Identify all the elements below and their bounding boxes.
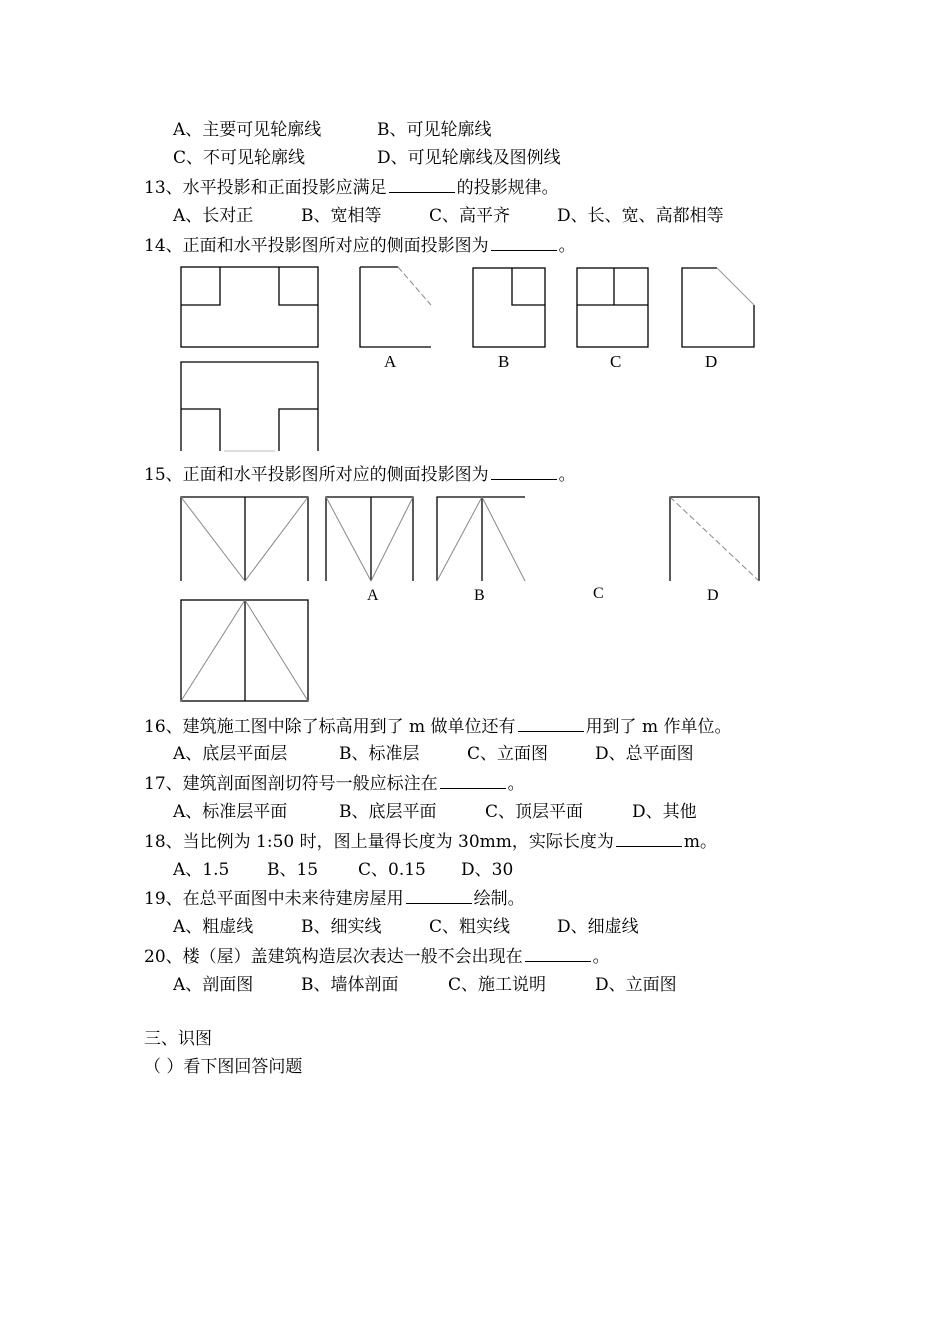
q17-option-a: A、标准层平面	[173, 802, 288, 822]
q18-option-a: A、1.5	[173, 860, 230, 880]
q16-option-b: B、标准层	[339, 744, 420, 764]
q19-options	[173, 916, 639, 938]
q19-stem	[144, 887, 525, 910]
q20-stem-text: 20、楼（屋）盖建筑构造层次表达一般不会出现在	[144, 947, 523, 967]
q15-stem-text: 15、正面和水平投影图所对应的侧面投影图为	[144, 465, 489, 485]
q19-option-a: A、粗虚线	[173, 917, 254, 937]
section3-subheading: （ ）看下图回答问题	[144, 1057, 303, 1077]
q14-label-c: C	[610, 352, 622, 371]
q13-option-d: D、长、宽、高都相等	[557, 206, 724, 226]
q14-option-b-figure[interactable]	[473, 268, 545, 347]
q19-option-c: C、粗实线	[429, 917, 511, 937]
q20-option-d: D、立面图	[595, 975, 677, 995]
q19-answer-blank[interactable]	[406, 887, 472, 904]
q20-stem	[144, 945, 610, 968]
q12-option-c: C、不可见轮廓线	[173, 148, 306, 168]
q19-stem-end: 绘制。	[473, 889, 525, 909]
q15-answer-blank[interactable]	[491, 463, 557, 480]
q16-option-a: A、底层平面层	[173, 744, 288, 764]
q17-option-d: D、其他	[632, 802, 697, 822]
q14-option-c-figure[interactable]	[577, 268, 648, 347]
q15-label-d: D	[707, 587, 719, 604]
q17-options	[173, 801, 697, 823]
q15-top-view	[181, 600, 308, 701]
q18-stem-text: 18、当比例为 1:50 时，图上量得长度为 30mm，实际长度为	[144, 832, 614, 852]
q14-option-d-figure[interactable]	[682, 268, 754, 347]
q16-option-c: C、立面图	[467, 744, 549, 764]
q13-option-a: A、长对正	[173, 206, 254, 226]
q17-stem-text: 17、建筑剖面图剖切符号一般应标注在	[144, 774, 438, 794]
q18-option-d: D、30	[461, 860, 514, 880]
q12-option-a: A、主要可见轮廓线	[173, 120, 322, 140]
q15-option-a-figure[interactable]	[326, 497, 413, 581]
q20-option-a: A、剖面图	[173, 975, 254, 995]
q14-label-a: A	[384, 352, 397, 371]
q18-stem	[144, 830, 717, 853]
q13-option-c: C、高平齐	[429, 206, 511, 226]
q18-option-c: C、0.15	[358, 860, 426, 880]
q15-option-b-figure[interactable]	[437, 497, 525, 581]
q13-stem-end: 的投影规律。	[456, 178, 559, 198]
q12-option-d: D、可见轮廓线及图例线	[377, 148, 561, 168]
q14-top-view	[181, 362, 318, 451]
q18-stem-end: m。	[683, 832, 718, 852]
q16-stem-text: 16、建筑施工图中除了标高用到了 m 做单位还有	[144, 717, 516, 737]
q16-stem	[144, 715, 732, 738]
q17-stem	[144, 772, 525, 795]
q15-label-a: A	[367, 587, 379, 604]
section3-heading: 三、识图	[144, 1029, 212, 1049]
q15-front-view	[181, 497, 308, 581]
q20-option-c: C、施工说明	[448, 975, 547, 995]
q14-option-a-figure[interactable]	[360, 267, 431, 347]
q16-stem-end: 用到了 m 作单位。	[585, 717, 732, 737]
q16-options	[173, 743, 694, 765]
q17-stem-end: 。	[507, 774, 525, 794]
q15-stem-end: 。	[558, 465, 576, 485]
q20-options	[173, 974, 677, 996]
q13-option-b: B、宽相等	[301, 206, 382, 226]
q17-answer-blank[interactable]	[440, 772, 506, 789]
q15-label-c: C	[593, 585, 604, 602]
q20-option-b: B、墙体剖面	[301, 975, 399, 995]
q17-option-b: B、底层平面	[339, 802, 437, 822]
q14-label-b: B	[498, 352, 510, 371]
q14-stem-text: 14、正面和水平投影图所对应的侧面投影图为	[144, 236, 489, 256]
q19-option-d: D、细虚线	[557, 917, 639, 937]
q14-front-view	[181, 267, 318, 347]
q12-option-b: B、可见轮廓线	[377, 120, 492, 140]
q18-option-b: B、15	[267, 860, 319, 880]
q14-stem-end: 。	[558, 236, 576, 256]
q14-label-d: D	[705, 352, 718, 371]
q19-stem-text: 19、在总平面图中未来待建房屋用	[144, 889, 404, 909]
q15-stem	[144, 463, 576, 486]
q17-option-c: C、顶层平面	[485, 802, 584, 822]
q19-option-b: B、细实线	[301, 917, 382, 937]
q13-stem-text: 13、水平投影和正面投影应满足	[144, 178, 387, 198]
q18-answer-blank[interactable]	[616, 830, 682, 847]
q20-answer-blank[interactable]	[525, 945, 591, 962]
q15-label-b: B	[474, 587, 485, 604]
q15-option-d-figure[interactable]	[670, 497, 759, 581]
q16-option-d: D、总平面图	[595, 744, 694, 764]
q16-answer-blank[interactable]	[518, 715, 584, 732]
q20-stem-end: 。	[592, 947, 610, 967]
q18-options	[173, 859, 513, 881]
